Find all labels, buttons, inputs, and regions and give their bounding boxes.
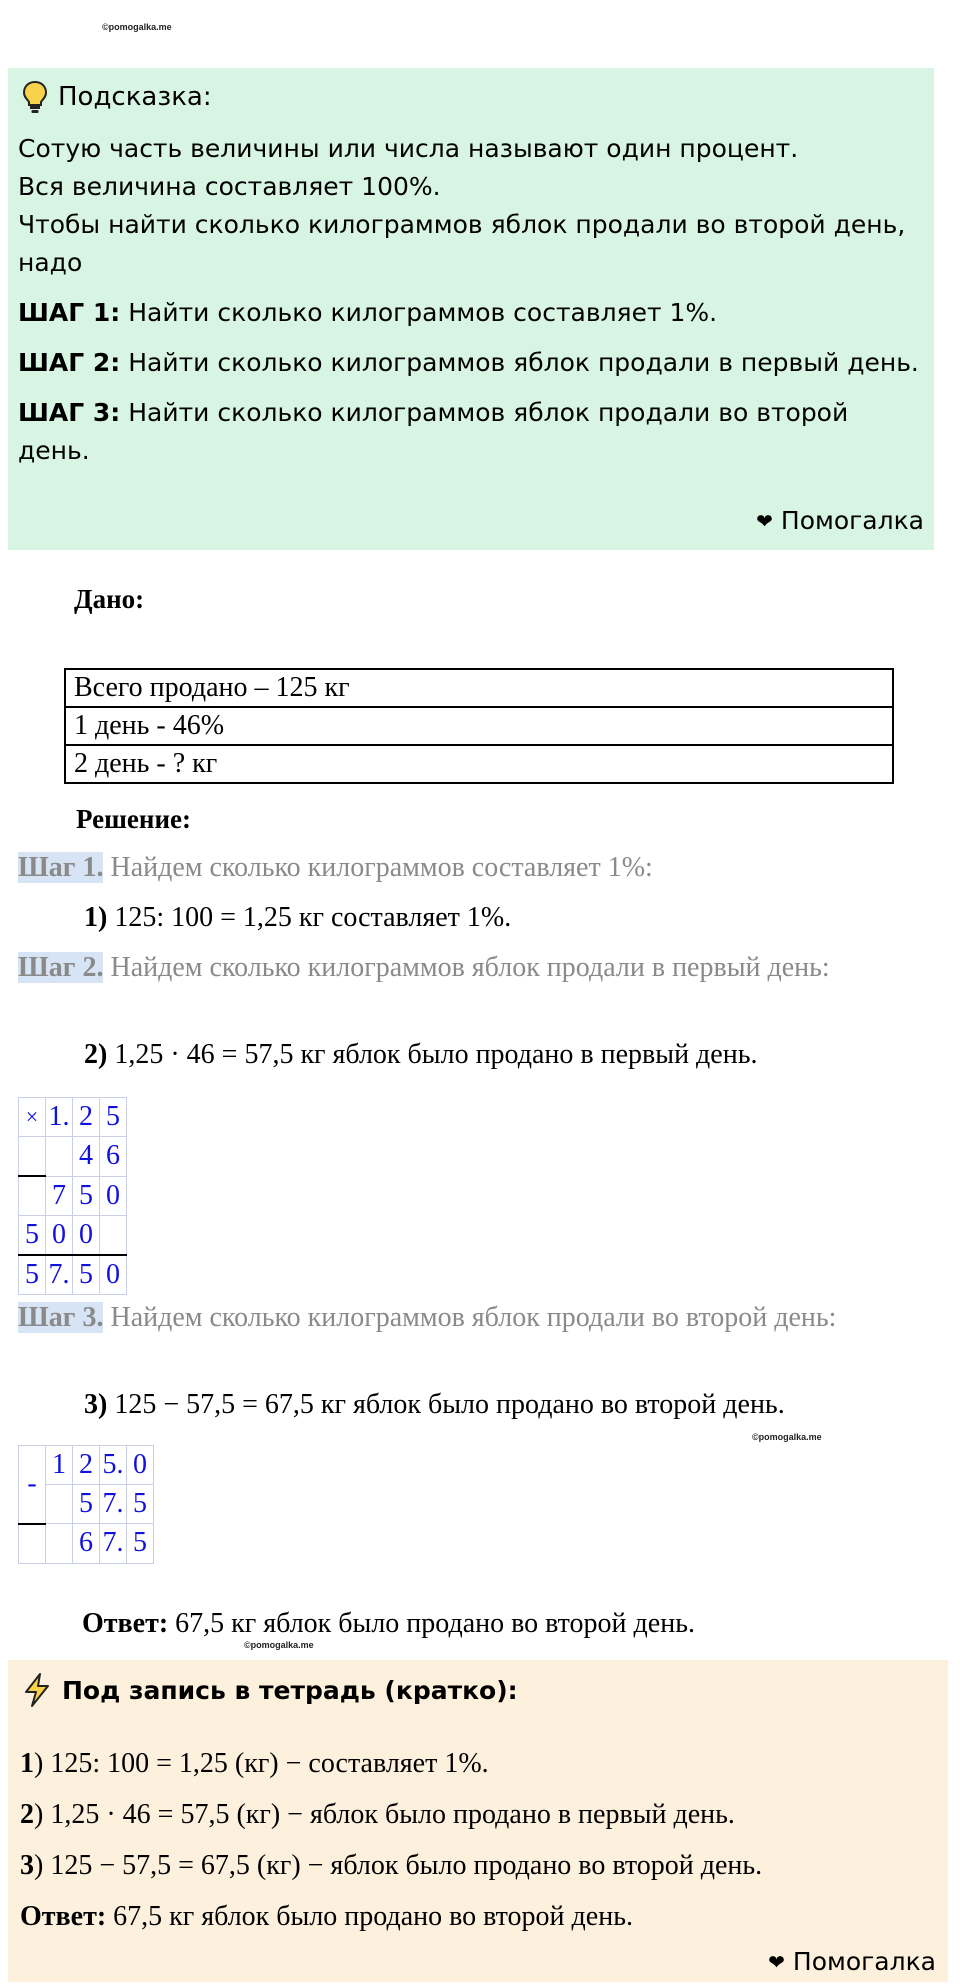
grid-cell: 7 [46,1176,73,1216]
hint-step-label: ШАГ 3: [18,398,121,427]
heart-icon: ❤ [756,509,773,533]
subtraction-grid [18,1445,154,1564]
grid-cell: 5 [73,1255,100,1295]
hint-step-text: Найти сколько килограммов яблок продали в первый день. [128,348,919,377]
solution-step-3 [18,1300,918,1336]
step-text: Найдем сколько килограммов яблок продали в первый день: [103,952,830,983]
grid-cell: × [19,1098,46,1137]
grid-row [19,1216,127,1256]
grid-cell: 0 [100,1255,127,1295]
calc-number: 3) [84,1389,108,1420]
brand-name: Помогалка [792,1947,936,1976]
grid-cell: 7. [46,1255,73,1295]
answer-label: Ответ: [20,1901,107,1932]
calc-1 [84,900,511,936]
heart-icon: ❤ [768,1949,785,1974]
grid-row [19,1137,127,1177]
solution-step-2 [18,950,918,986]
grid-cell: 7. [100,1524,127,1564]
given-table [64,668,894,784]
hint-line: Вся величина составляет 100%. [18,172,441,201]
multiplication-grid [18,1097,127,1295]
line-number: 2 [20,1799,34,1830]
hint-header [22,78,212,116]
lightning-icon [22,1672,52,1708]
solution-step-1 [18,850,918,886]
line-number: 3 [20,1850,34,1881]
line-text: ) 125 − 57,5 = 67,5 (кг) − яблок было продано во второй день. [34,1850,763,1881]
grid-cell: 4 [73,1137,100,1177]
notebook-brand [768,1947,936,1976]
grid-cell: 5. [100,1446,127,1485]
hint-box [8,68,934,550]
grid-cell: 0 [100,1176,127,1216]
answer-text: 67,5 кг яблок было продано во второй день. [106,1901,633,1932]
step-text: Найдем сколько килограммов составляет 1%: [103,852,653,883]
hint-step-label: ШАГ 2: [18,348,121,377]
notebook-title: Под запись в тетрадь (кратко): [62,1675,518,1705]
notebook-line [20,1840,762,1891]
hint-step-2 [18,344,920,382]
given-cell: Всего продано – 125 кг [65,669,893,707]
step-text: Найдем сколько килограммов яблок продали во второй день: [103,1302,837,1333]
grid-cell: 6 [100,1137,127,1177]
grid-cell: - [19,1446,46,1524]
line-text: ) 125: 100 = 1,25 (кг) − составляет 1%. [34,1748,489,1779]
hint-title: Подсказка: [58,82,212,112]
grid-cell: 0 [127,1446,154,1485]
table-row [65,745,893,783]
grid-cell: 0 [46,1216,73,1256]
grid-cell: 5 [73,1485,100,1524]
calc-text: 125 − 57,5 = 67,5 кг яблок было продано во второй день. [114,1389,785,1420]
hint-brand [756,502,924,540]
notebook-answer [20,1891,762,1942]
hint-body [18,130,920,470]
hint-step-3 [18,394,920,470]
grid-row [19,1255,127,1295]
answer-label: Ответ: [82,1608,169,1639]
calc-text: 125: 100 = 1,25 кг составляет 1%. [114,902,512,933]
grid-cell: 7. [100,1485,127,1524]
grid-cell: 5 [19,1255,46,1295]
notebook-lines [20,1738,762,1942]
hint-line: Сотую часть величины или числа называют один процент. [18,134,799,163]
grid-cell [19,1524,46,1564]
hint-step-1 [18,294,920,332]
grid-cell [46,1137,73,1177]
grid-cell [46,1485,73,1524]
watermark: ©pomogalka.me [752,1432,822,1442]
table-row [65,707,893,745]
grid-cell: 1 [46,1446,73,1485]
hint-line: Чтобы найти сколько килограммов яблок продали во второй день, надо [18,210,906,277]
grid-row [19,1524,154,1564]
grid-cell: 2 [73,1098,100,1137]
grid-cell [100,1216,127,1256]
grid-cell: 6 [73,1524,100,1564]
grid-cell: 5 [19,1216,46,1256]
table-row [65,669,893,707]
grid-cell: 0 [73,1216,100,1256]
calc-number: 1) [84,902,108,933]
watermark: ©pomogalka.me [102,22,172,32]
grid-row [19,1098,127,1137]
solution-heading: Решение: [76,804,191,834]
watermark: ©pomogalka.me [244,1640,314,1650]
notebook-line [20,1789,762,1840]
grid-cell [19,1176,46,1216]
notebook-box [8,1660,948,1982]
given-cell: 1 день - 46% [65,707,893,745]
step-label: Шаг 1. [18,852,104,883]
grid-cell [46,1524,73,1564]
hint-step-text: Найти сколько килограммов составляет 1%. [128,298,718,327]
lightbulb-icon [22,80,48,114]
calc-2 [84,1037,757,1073]
step-label: Шаг 2. [18,952,104,983]
grid-row [19,1176,127,1216]
hint-step-text: Найти сколько килограммов яблок продали во второй день. [18,398,849,465]
line-number: 1 [20,1748,34,1779]
calc-text: 1,25 · 46 = 57,5 кг яблок было продано в первый день. [114,1039,758,1070]
answer [82,1608,695,1640]
brand-name: Помогалка [780,506,924,535]
given-heading: Дано: [74,584,145,614]
grid-cell: 5 [127,1524,154,1564]
grid-cell [19,1137,46,1177]
answer-text: 67,5 кг яблок было продано во второй день. [168,1608,695,1639]
grid-cell: 5 [127,1485,154,1524]
notebook-line [20,1738,762,1789]
given-cell: 2 день - ? кг [65,745,893,783]
grid-row [19,1446,154,1485]
notebook-header [22,1672,518,1708]
calc-3 [84,1387,785,1423]
grid-cell: 5 [100,1098,127,1137]
calc-number: 2) [84,1039,108,1070]
step-label: Шаг 3. [18,1302,104,1333]
grid-cell: 2 [73,1446,100,1485]
grid-cell: 1. [46,1098,73,1137]
hint-step-label: ШАГ 1: [18,298,121,327]
line-text: ) 1,25 · 46 = 57,5 (кг) − яблок было продано в первый день. [34,1799,735,1830]
grid-cell: 5 [73,1176,100,1216]
